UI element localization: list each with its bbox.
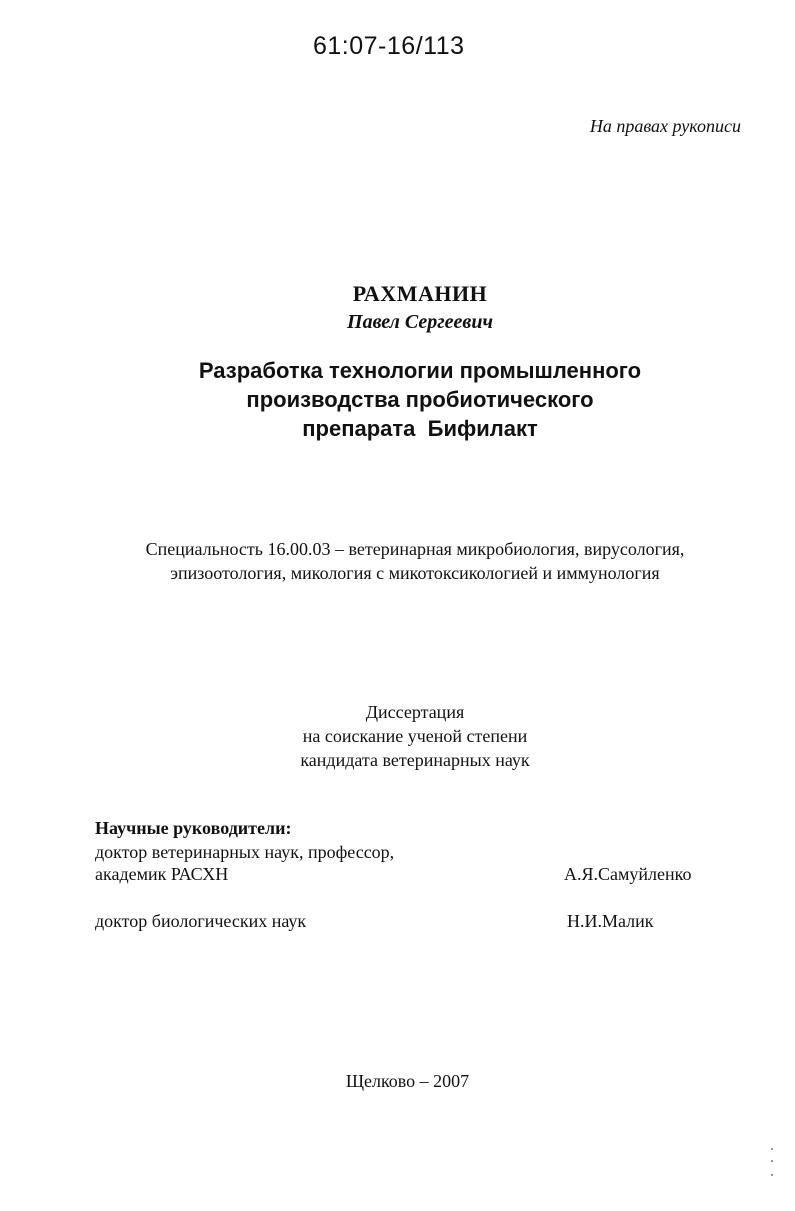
title-line: производства пробиотического — [246, 387, 594, 412]
specialty-line: эпизоотология, микология с микотоксикологией и иммунология — [170, 563, 660, 583]
supervisor-name: Н.И.Малик — [567, 911, 654, 931]
specialty-line: Специальность 16.00.03 – ветеринарная микробиология, вирусология, — [145, 539, 685, 559]
supervisor-credentials: академик РАСХН — [95, 864, 229, 884]
scan-margin-marks — [771, 1148, 776, 1188]
title-line: препарата Бифилакт — [302, 416, 538, 441]
specialty-block — [0, 537, 795, 585]
title-line: Разработка технологии промышленного — [198, 358, 642, 383]
place-and-year: Щелково – 2007 — [345, 1071, 470, 1091]
supervisor-name: А.Я.Самуйленко — [564, 864, 692, 884]
degree-line: на соискание ученой степени — [302, 726, 528, 746]
dissertation-title — [0, 356, 795, 443]
author-block — [0, 280, 795, 336]
catalog-code: 61:07-16/113 — [313, 32, 465, 60]
author-given-name: Павел Сергеевич — [347, 311, 493, 333]
degree-block — [0, 700, 795, 772]
supervisor-credentials: доктор ветеринарных наук, профессор, — [95, 842, 395, 862]
supervisors-heading: Научные руководители: — [95, 818, 292, 838]
manuscript-rights-note: На правах рукописи — [589, 116, 741, 136]
degree-line: Диссертация — [365, 702, 465, 722]
supervisor-credentials: доктор биологических наук — [95, 911, 307, 931]
degree-line: кандидата ветеринарных наук — [300, 750, 530, 770]
author-surname: РАХМАНИН — [352, 281, 488, 306]
